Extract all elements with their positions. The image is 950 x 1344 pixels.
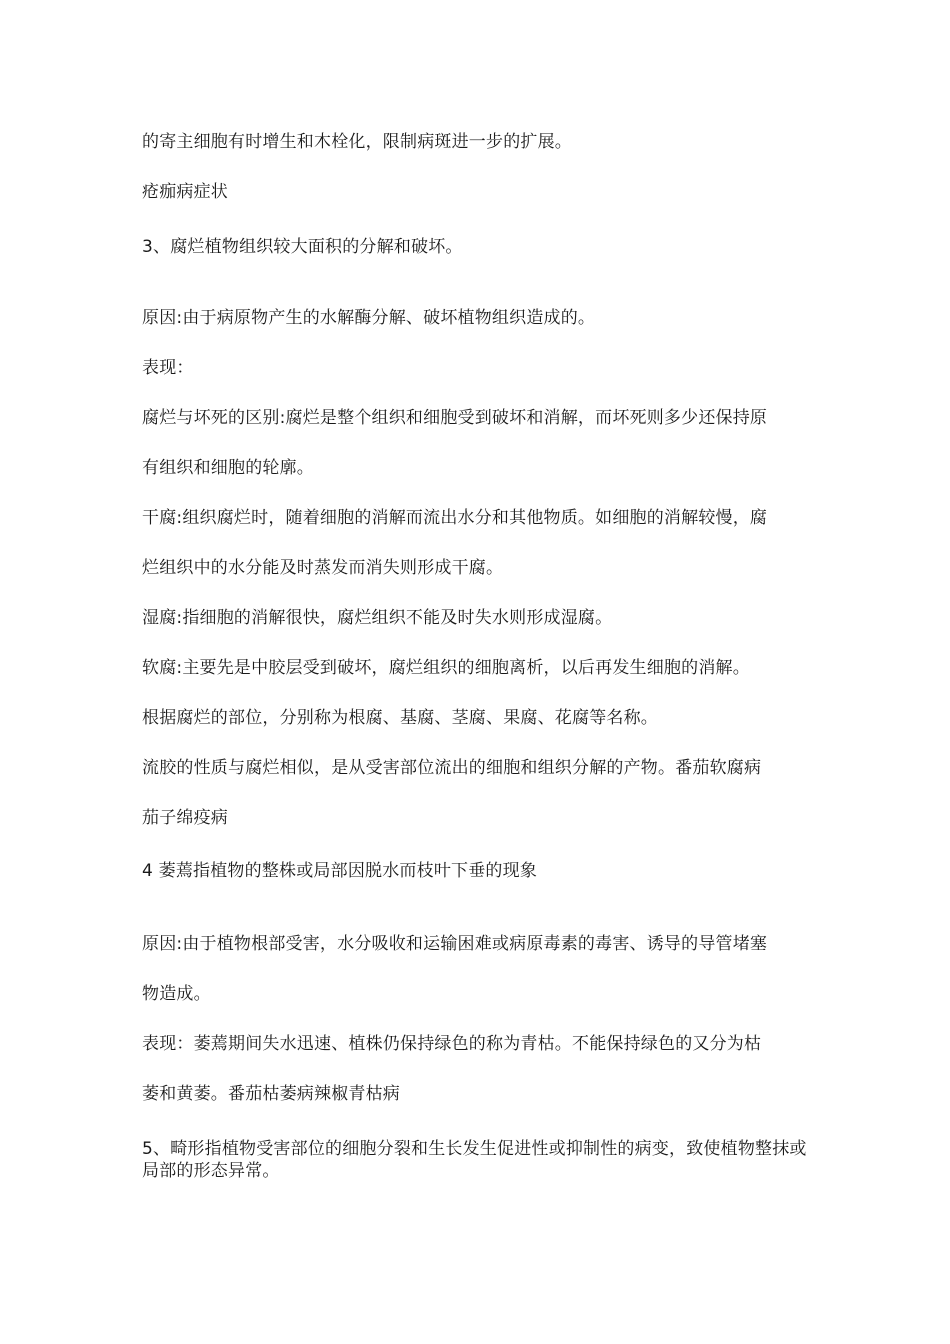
text-line: 烂组织中的水分能及时蒸发而消失则形成干腐。: [142, 558, 504, 578]
text-line: 原因:由于病原物产生的水解酶分解、破坏植物组织造成的。: [142, 308, 596, 328]
text-line: 根据腐烂的部位，分别称为根腐、基腐、茎腐、果腐、花腐等名称。: [142, 708, 658, 728]
text-line: 茄子绵疫病: [142, 808, 228, 828]
text-line: 软腐:主要先是中胶层受到破坏，腐烂组织的细胞离析，以后再发生细胞的消解。: [142, 658, 750, 678]
text-line: 物造成。: [142, 984, 211, 1004]
text-line: 原因:由于植物根部受害，水分吸收和运输困难或病原毒素的毒害、诱导的导管堵塞: [142, 934, 768, 954]
text-line: 萎和黄萎。番茄枯萎病辣椒青枯病: [142, 1084, 400, 1104]
text-line: 有组织和细胞的轮廓。: [142, 458, 314, 478]
section-heading: 4 萎蔫指植物的整株或局部因脱水而枝叶下垂的现象: [142, 861, 538, 881]
text-line: 流胶的性质与腐烂相似，是从受害部位流出的细胞和组织分解的产物。番茄软腐病: [142, 758, 762, 778]
section-heading: 5、畸形指植物受害部位的细胞分裂和生长发生促进性或抑制性的病变，致使植物整抹或局部的形态异常。: [142, 1139, 807, 1181]
text-line: 腐烂与坏死的区别:腐烂是整个组织和细胞受到破坏和消解，而坏死则多少还保持原: [142, 408, 768, 428]
text-line: 的寄主细胞有时增生和木栓化，限制病斑进一步的扩展。: [142, 132, 572, 152]
text-line: 干腐:组织腐烂时，随着细胞的消解而流出水分和其他物质。如细胞的消解较慢，腐: [142, 508, 768, 528]
text-line: 表现：萎蔫期间失水迅速、植株仍保持绿色的称为青枯。不能保持绿色的又分为枯: [142, 1034, 762, 1054]
section-heading: 疮痂病症状: [142, 182, 228, 202]
text-line: 表现：: [142, 358, 194, 378]
text-line: 湿腐:指细胞的消解很快，腐烂组织不能及时失水则形成湿腐。: [142, 608, 613, 628]
section-heading: 3、腐烂植物组织较大面积的分解和破坏。: [142, 237, 463, 257]
